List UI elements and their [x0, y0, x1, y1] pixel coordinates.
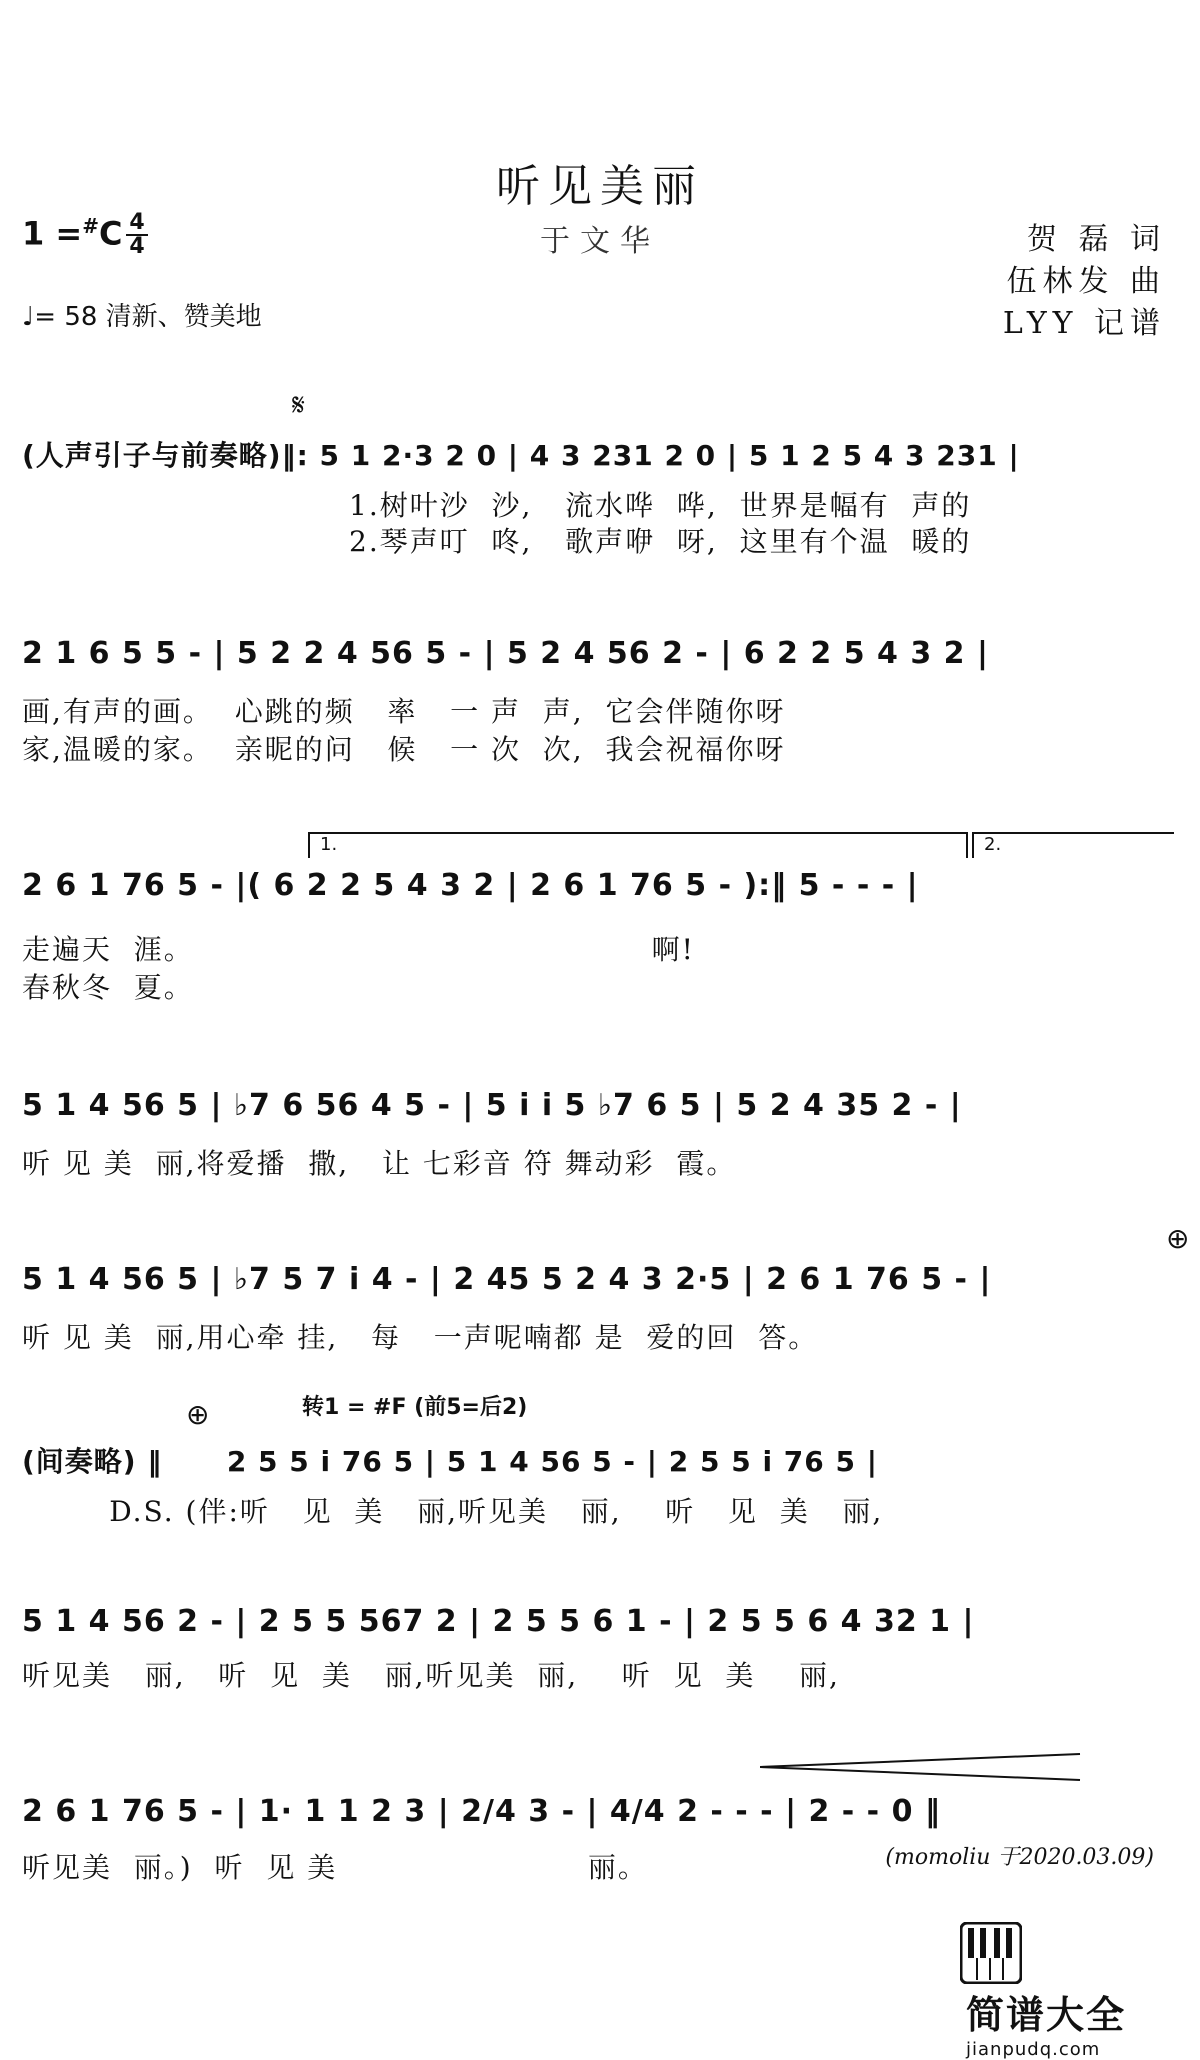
notation-row-7: 5 1 4 56 2 - | 2 5 5 567 2 | 2 5 5 6 1 - | 2 5 5 6 4 32 1 | — [22, 1604, 975, 1639]
modulation-note: 转1 = #F (前5=后2) — [302, 1395, 528, 1420]
singer-name: 于文华 — [540, 224, 660, 259]
logo-text: 简谱大全 — [966, 1993, 1127, 2037]
notation-row-4: 5 1 4 56 5 | ♭7 6 56 4 5 - | 5 i i 5 ♭7 6 5 | 5 2 4 35 2 - | — [22, 1088, 962, 1123]
tempo-text: = 58 清新、赞美地 — [34, 302, 262, 332]
transcriber-credit: LYY 记谱 — [1002, 306, 1166, 341]
hairpin-mark — [760, 1752, 1090, 1782]
lyric-line-2a: 画,有声的画。 心跳的频 率 一 声 声, 它会伴随你呀 — [22, 695, 786, 728]
lyric-line-1a: 1.树叶沙 沙, 流水哗 哗, 世界是幅有 声的 — [22, 489, 972, 522]
piano-icon — [960, 1922, 1022, 1984]
key-sharp: # — [82, 214, 99, 238]
segno-icon: 𝄋 — [292, 388, 305, 423]
lyric-line-3a: 走遍天 涯。 啊! — [22, 933, 695, 966]
tempo-marking — [22, 296, 262, 333]
transcription-credit: (momoliu 于2020.03.09) — [885, 1845, 1154, 1870]
key-letter: C — [98, 214, 123, 253]
volta-bracket-1: 1. — [308, 832, 968, 858]
lyric-line-1b: 2.琴声叮 咚, 歌声咿 呀, 这里有个温 暖的 — [22, 525, 972, 558]
volta-bracket-2: 2. — [972, 832, 1174, 858]
logo-url: jianpudq.com — [966, 2039, 1101, 2060]
time-signature — [126, 212, 148, 258]
key-label: 1 = — [22, 214, 83, 253]
lyric-line-5a: 听 见 美 丽,用心牵 挂, 每 一声呢喃都 是 爱的回 答。 — [22, 1321, 819, 1354]
lyric-line-4a: 听 见 美 丽,将爱播 撒, 让 七彩音 符 舞动彩 霞。 — [22, 1147, 737, 1180]
notation-row-1: (人声引子与前奏略)‖: 5 1 2·3 2 0 | 4 3 231 2 0 | 5 1 2 5 4 3 231 | — [22, 439, 1020, 472]
lyric-line-7a: 听见美 丽, 听 见 美 丽,听见美 丽, 听 见 美 丽, — [22, 1659, 840, 1692]
lyric-line-3b: 春秋冬 夏。 — [22, 971, 194, 1004]
key-signature — [22, 214, 122, 253]
notation-row-8: 2 6 1 76 5 - | 1· 1 1 2 3 | 2/4 3 - | 4/4 2 - - - | 2 - - 0 ‖ — [22, 1794, 941, 1829]
notation-row-6: (间奏略) ‖ 2 5 5 i 76 5 | 5 1 4 56 5 - | 2 5 5 i 76 5 | — [22, 1445, 878, 1478]
coda-icon-2: ⊕ — [186, 1398, 210, 1431]
coda-icon: ⊕ — [1166, 1222, 1190, 1255]
song-title: 听见美丽 — [496, 161, 704, 212]
time-bottom: 4 — [129, 234, 145, 259]
composer-credit: 伍林发 曲 — [1006, 264, 1166, 299]
lyricist-credit: 贺 磊 词 — [1026, 222, 1166, 257]
notation-row-5: 5 1 4 56 5 | ♭7 5 7 i 4 - | 2 45 5 2 4 3 2·5 | 2 6 1 76 5 - | — [22, 1262, 992, 1297]
notation-row-2: 2 1 6 5 5 - | 5 2 2 4 56 5 - | 5 2 4 56 2 - | 6 2 2 5 4 3 2 | — [22, 636, 989, 671]
lyric-line-2b: 家,温暖的家。 亲昵的问 候 一 次 次, 我会祝福你呀 — [22, 733, 786, 766]
time-top: 4 — [129, 210, 145, 235]
lyric-line-6a: D.S. (伴:听 见 美 丽,听见美 丽, 听 见 美 丽, — [22, 1495, 884, 1528]
lyric-line-8a: 听见美 丽。) 听 见 美 丽。 — [22, 1851, 648, 1884]
site-logo — [960, 1922, 1190, 2060]
quarter-note-icon: ♩ — [22, 302, 35, 332]
notation-row-3: 2 6 1 76 5 - |( 6 2 2 5 4 3 2 | 2 6 1 76 5 - ):‖ 5 - - - | — [22, 868, 919, 903]
